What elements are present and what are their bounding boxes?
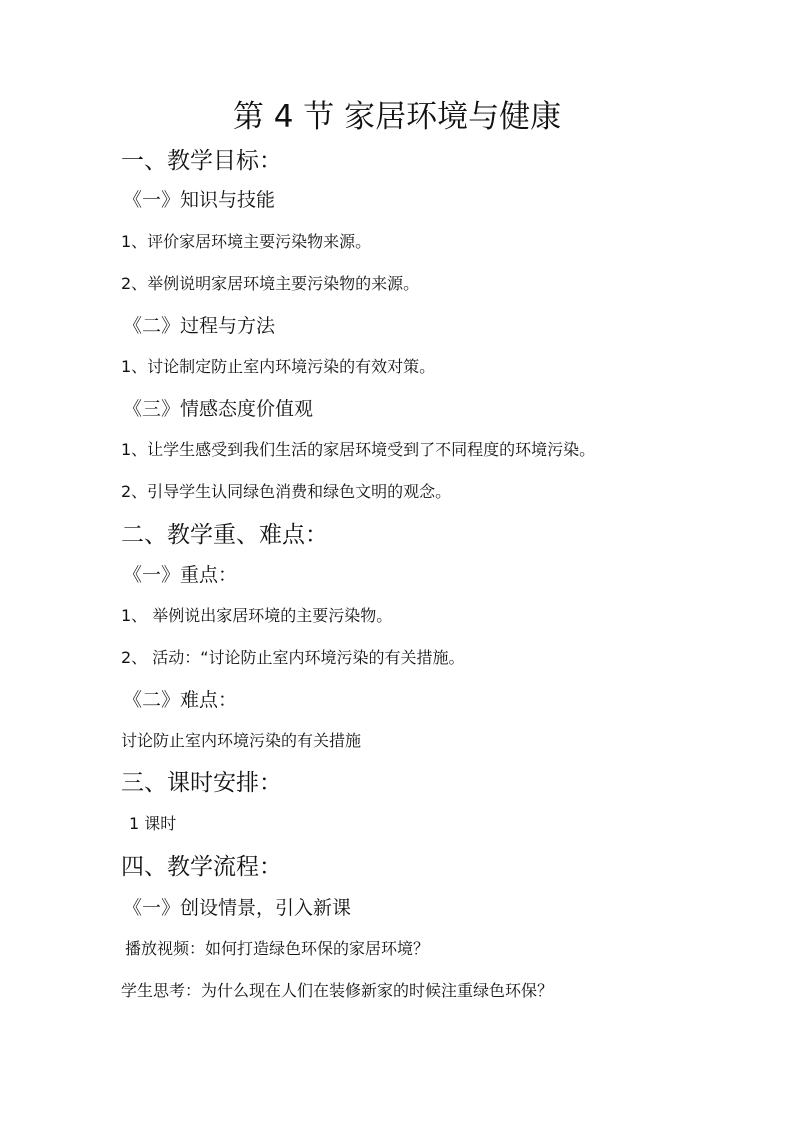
paragraph-item: 2、举例说明家居环境主要污染物的来源。 [121,274,420,293]
paragraph-item: 1 课时 [129,814,177,833]
paragraph-item: 1、评价家居环境主要污染物来源。 [121,232,372,251]
subheading-process-methods: 《二》过程与方法 [123,315,276,337]
paragraph-item: 1、让学生感受到我们生活的家居环境受到了不同程度的环境污染。 [121,440,596,459]
section-heading-process: 四、教学流程： [121,854,282,880]
subheading-attitudes-values: 《三》情感态度价值观 [123,398,314,420]
paragraph-item: 播放视频：如何打造绿色环保的家居环境？ [125,939,430,958]
paragraph-item: 1、讨论制定防止室内环境污染的有效对策。 [121,357,436,376]
paragraph-item: 学生思考：为什么现在人们在装修新家的时候注重绿色环保？ [121,981,554,1000]
paragraph-item: 讨论防止室内环境污染的有关措施 [121,731,362,750]
subheading-difficulty: 《二》难点： [123,689,238,711]
section-heading-schedule: 三、课时安排： [121,770,282,796]
section-heading-objectives: 一、教学目标： [121,148,282,174]
subheading-key-point: 《一》重点： [123,564,238,586]
paragraph-item: 2、引导学生认同绿色消费和绿色文明的观念。 [121,482,452,501]
paragraph-item: 1、 举例说出家居环境的主要污染物。 [121,606,393,625]
subheading-knowledge-skills: 《一》知识与技能 [123,189,276,211]
subheading-introduction: 《一》创设情景，引入新课 [123,897,352,919]
section-heading-key-points: 二、教学重、难点： [121,522,328,548]
paragraph-item: 2、 活动：“讨论防止室内环境污染的有关措施。 [121,648,465,667]
document-title: 第 4 节 家居环境与健康 [232,99,562,135]
